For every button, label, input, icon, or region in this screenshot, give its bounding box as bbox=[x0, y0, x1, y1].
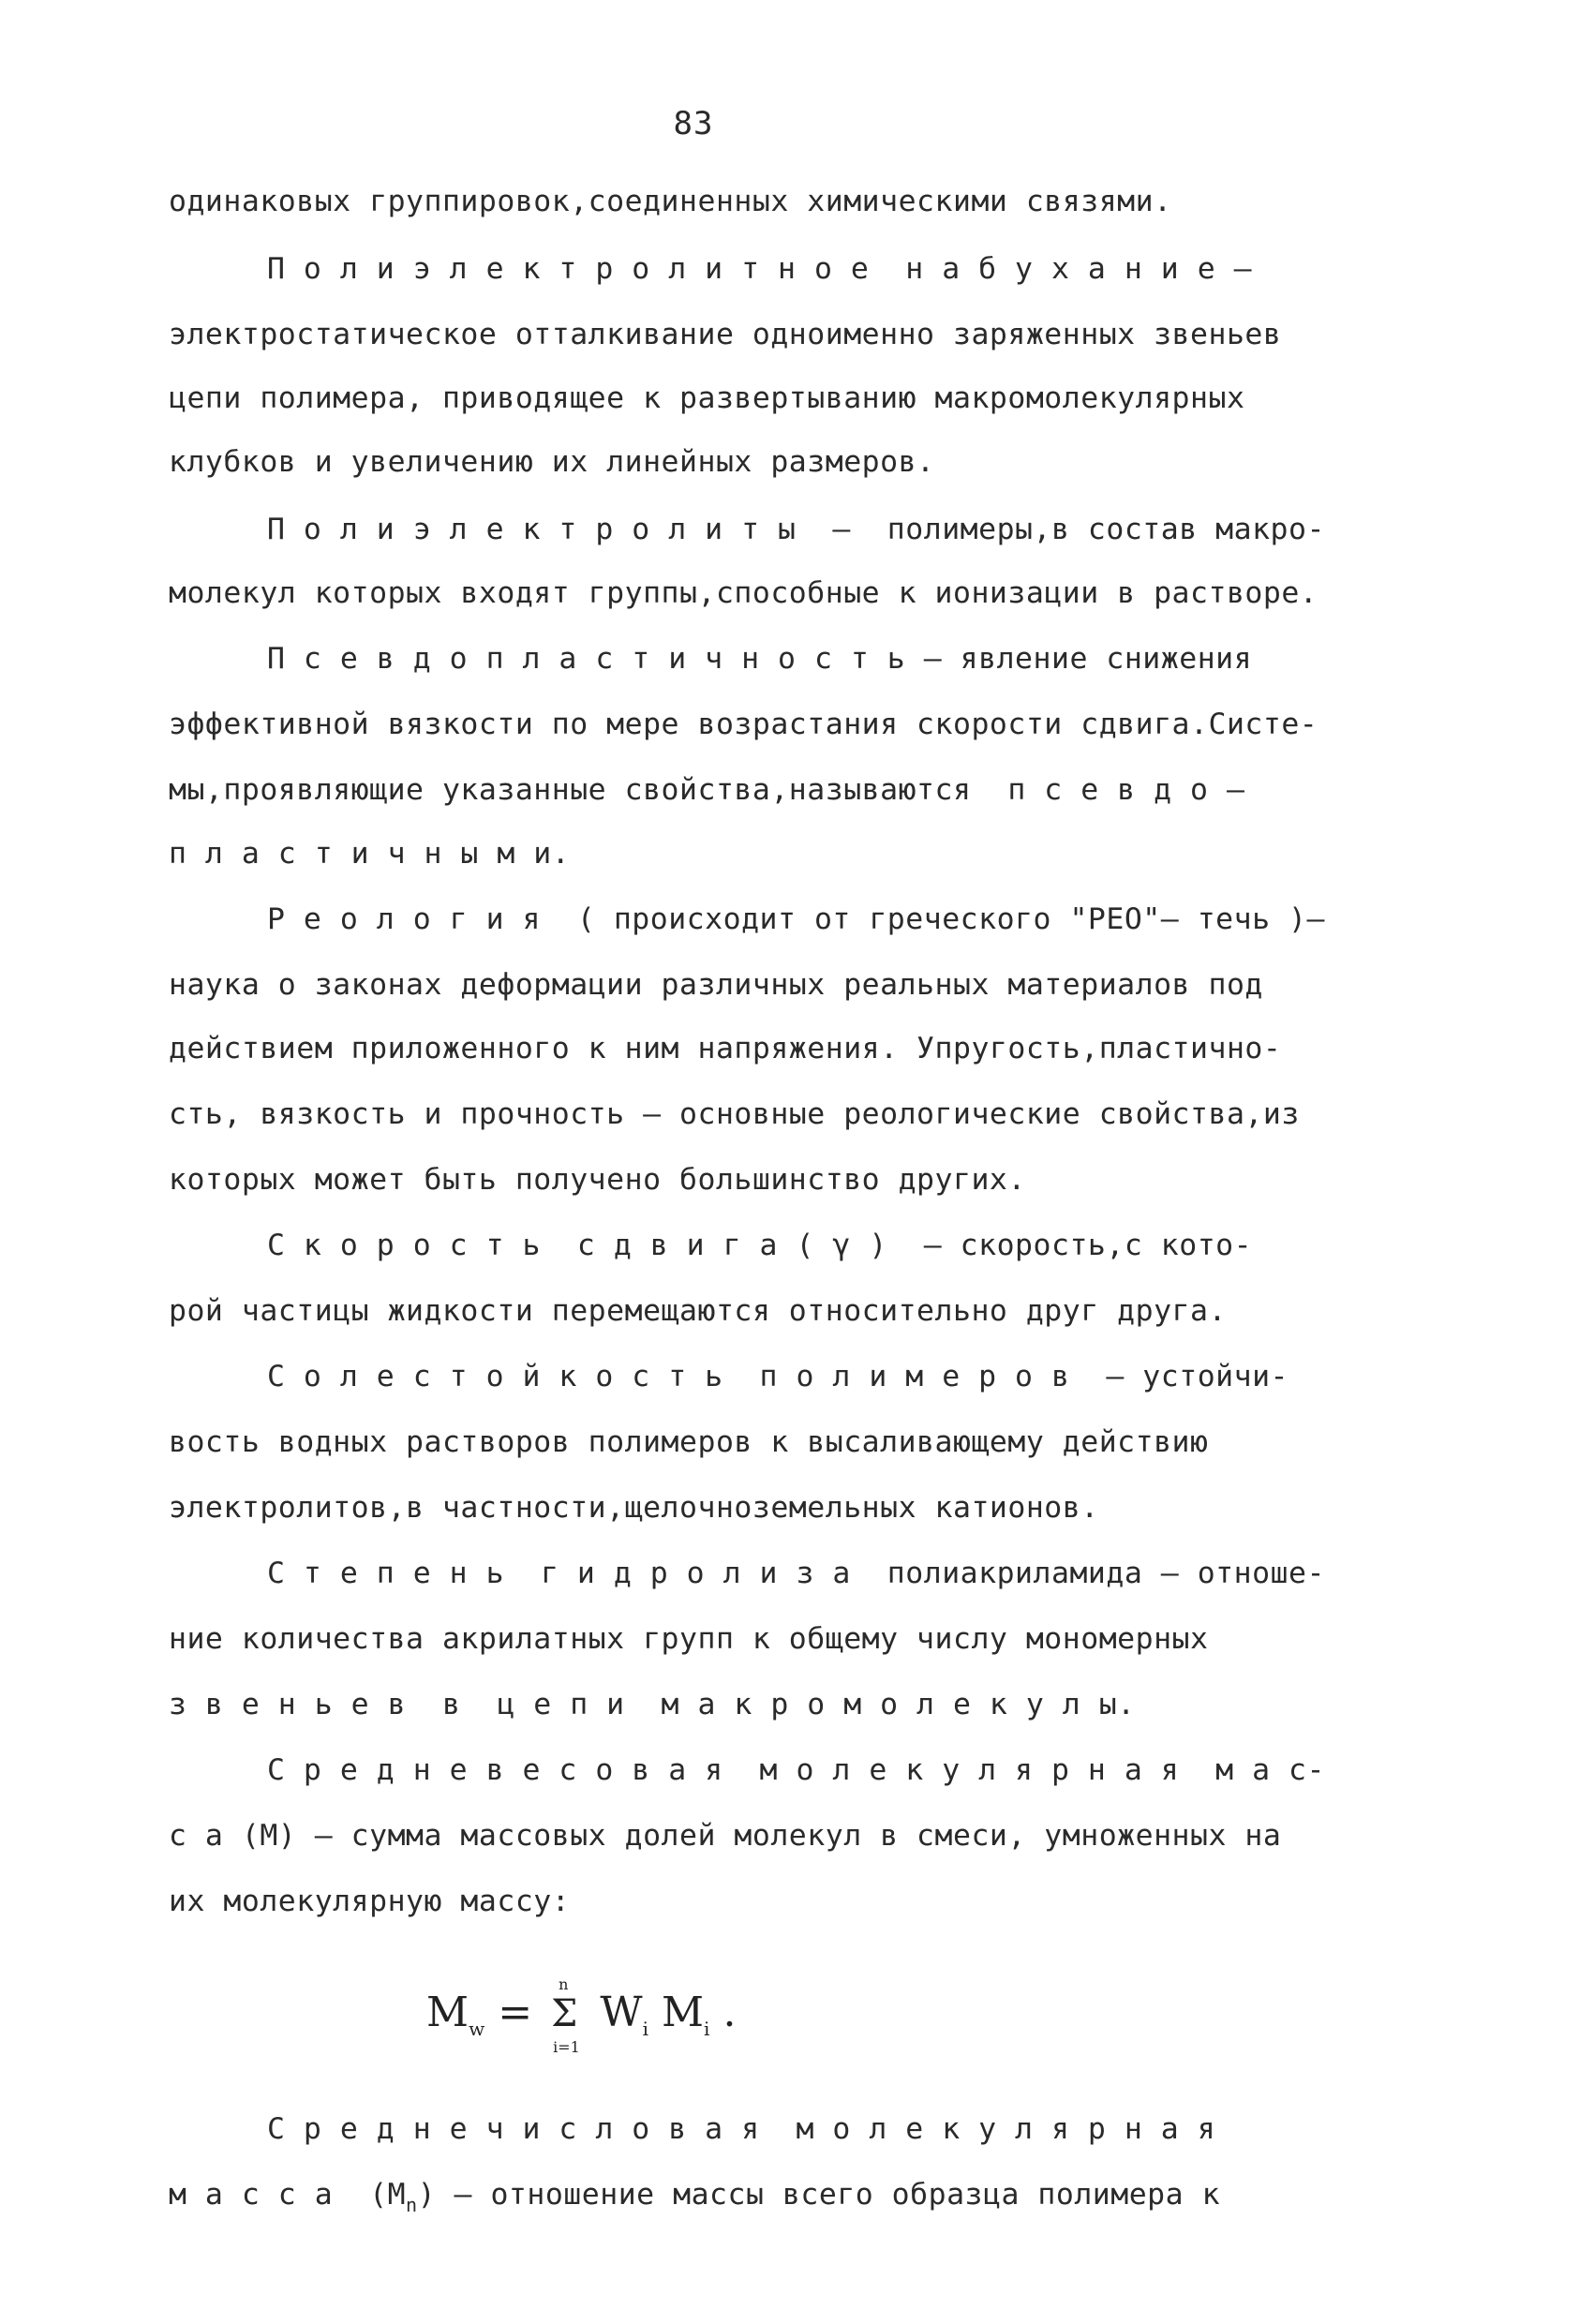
text-line: рой частицы жидкости перемещаются относительно друг друга. bbox=[169, 1294, 1227, 1328]
text-line: одинаковых группировок,соединенных химическими связями. bbox=[169, 185, 1172, 218]
summation-symbol: Σ bbox=[551, 1992, 578, 2035]
text-line: з в е н ь е в в ц е п и м а к р о м о л е к у л ы. bbox=[169, 1688, 1136, 1721]
text-line bbox=[169, 2176, 1424, 2224]
term-heading: С т е п е н ь г и д р о л и з а полиакриламида – отноше- bbox=[267, 1557, 1325, 1590]
term-heading: П о л и э л е к т р о л и т ы – полимеры,в состав макро- bbox=[267, 513, 1325, 546]
formula-weight-average-molecular-mass bbox=[426, 1975, 737, 2056]
text-line: действием приложенного к ним напряжения. Упругость,пластично- bbox=[169, 1032, 1282, 1065]
text-line: которых может быть получено большинство других. bbox=[169, 1163, 1026, 1197]
text-line: мы,проявляющие указанные свойства,называются п с е в д о – bbox=[169, 773, 1245, 807]
formula-period: . bbox=[723, 1989, 737, 2036]
page-number: 83 bbox=[673, 105, 714, 142]
text-line: молекул которых входят группы,способные к ионизации в растворе. bbox=[169, 576, 1318, 610]
term-heading: С о л е с т о й к о с т ь п о л и м е р о в – устойчи- bbox=[267, 1360, 1289, 1393]
text-line: цепи полимера, приводящее к развертыванию макромолекулярных bbox=[169, 381, 1245, 415]
text-segment: м а с с а (М bbox=[169, 2178, 407, 2212]
formula-m-subscript: i bbox=[704, 2018, 710, 2040]
text-line: вость водных растворов полимеров к высаливающему действию bbox=[169, 1425, 1209, 1459]
text-segment: ) – отношение массы всего образца полимера к bbox=[417, 2178, 1221, 2212]
text-line: ние количества акрилатных групп к общему числу мономерных bbox=[169, 1622, 1209, 1656]
summation-upper-limit: n bbox=[559, 1975, 569, 1993]
formula-lhs-subscript: w bbox=[469, 2018, 485, 2040]
text-line: электролитов,в частности,щелочноземельных катионов. bbox=[169, 1491, 1099, 1525]
term-heading: С р е д н е в е с о в а я м о л е к у л я р н а я м а с- bbox=[267, 1753, 1325, 1787]
formula-lhs: M bbox=[426, 1989, 469, 2036]
text-line: клубков и увеличению их линейных размеров. bbox=[169, 445, 935, 479]
text-line: п л а с т и ч н ы м и. bbox=[169, 837, 571, 871]
text-line: с а (М) – сумма массовых долей молекул в смеси, умноженных на bbox=[169, 1819, 1282, 1853]
summation-lower-limit: i=1 bbox=[553, 2038, 580, 2056]
term-heading: П о л и э л е к т р о л и т н о е н а б у х а н и е – bbox=[267, 252, 1253, 286]
formula-equals: = bbox=[498, 1989, 533, 2036]
summation-sign bbox=[551, 1975, 580, 2056]
term-heading: П с е в д о п л а с т и ч н о с т ь – явление снижения bbox=[267, 642, 1253, 676]
term-heading: Р е о л о г и я ( происходит от греческого "РЕО"– течь )– bbox=[267, 902, 1325, 936]
text-line: сть, вязкость и прочность – основные реологические свойства,из bbox=[169, 1097, 1300, 1131]
term-heading: С к о р о с т ь с д в и г а ( γ ) – скорость,с кото- bbox=[267, 1229, 1253, 1262]
text-line: эффективной вязкости по мере возрастания скорости сдвига.Систе- bbox=[169, 708, 1318, 741]
term-heading: С р е д н е ч и с л о в а я м о л е к у л я р н а я bbox=[267, 2112, 1216, 2146]
formula-w-subscript: i bbox=[642, 2018, 648, 2040]
text-line: наука о законах деформации различных реальных материалов под bbox=[169, 968, 1263, 1002]
text-line: электростатическое отталкивание одноименно заряженных звеньев bbox=[169, 318, 1282, 351]
text-line: их молекулярную массу: bbox=[169, 1885, 571, 1918]
formula-m: M bbox=[661, 1989, 705, 2036]
subscript: n bbox=[406, 2194, 418, 2216]
formula-w: W bbox=[600, 1989, 643, 2036]
